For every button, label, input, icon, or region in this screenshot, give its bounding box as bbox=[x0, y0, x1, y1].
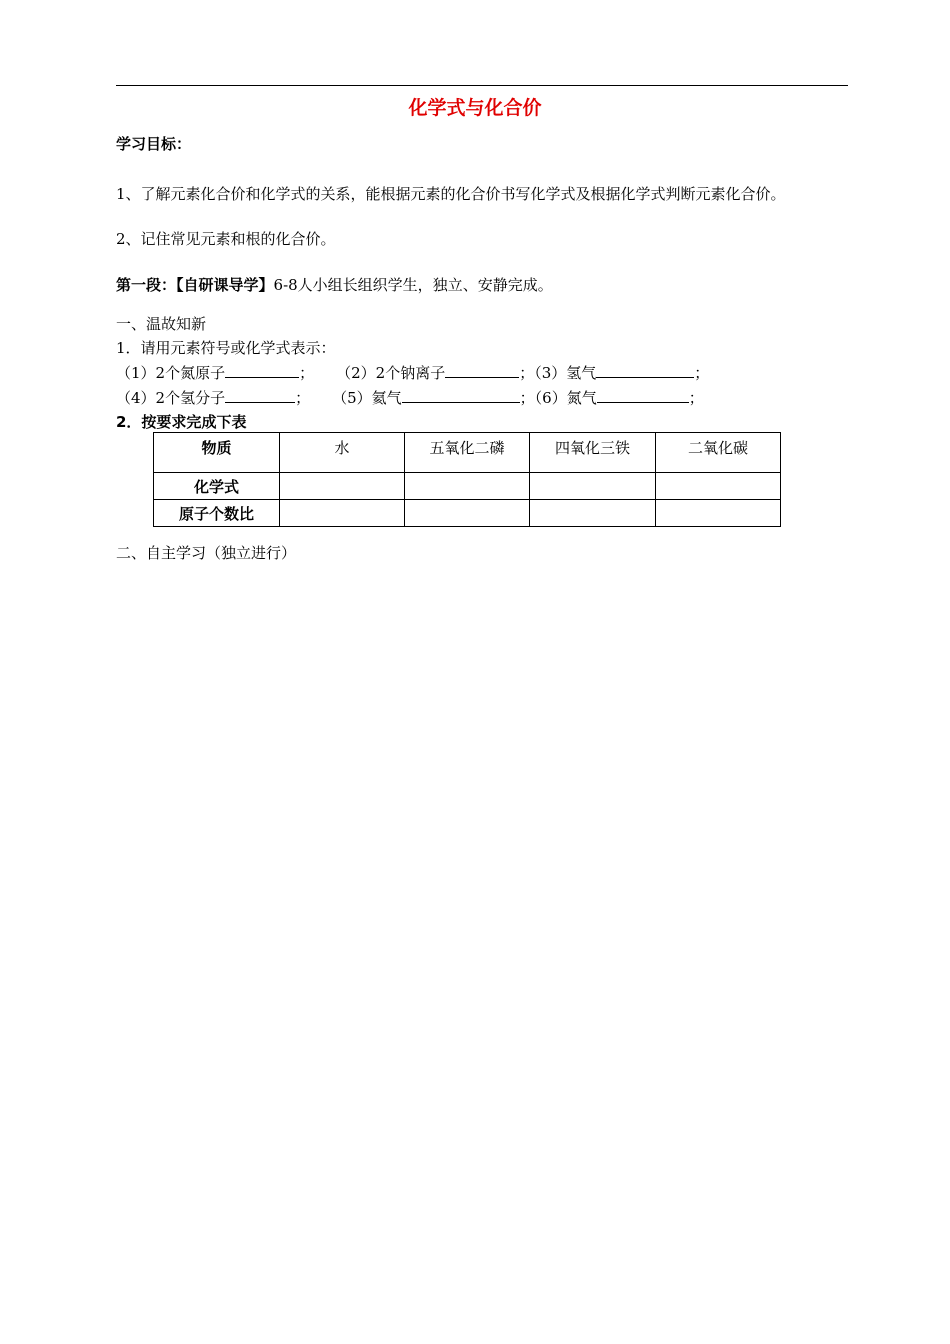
table-cell[interactable] bbox=[530, 473, 656, 500]
q1-row1 bbox=[116, 362, 709, 383]
q1-item-2: （2）2个钠离子 bbox=[336, 364, 446, 382]
separator: ； bbox=[688, 389, 704, 407]
separator: ； bbox=[519, 364, 535, 382]
q1-item-3: （3）氢气 bbox=[534, 364, 597, 382]
separator: ； bbox=[295, 389, 311, 407]
answer-blank-5[interactable] bbox=[402, 388, 520, 403]
stage1-line bbox=[116, 274, 553, 295]
part1-heading: 一、温故知新 bbox=[116, 315, 207, 333]
answer-blank-4[interactable] bbox=[225, 388, 295, 403]
q1-item-5: （5）氦气 bbox=[332, 389, 402, 407]
part2-heading: 二、自主学习（独立进行） bbox=[116, 544, 297, 562]
substance-table bbox=[153, 432, 781, 527]
table-cell[interactable] bbox=[405, 473, 530, 500]
table-header-cell: 二氧化碳 bbox=[656, 433, 781, 473]
answer-blank-6[interactable] bbox=[597, 388, 689, 403]
stage1-bracket: 【自研课导学】 bbox=[176, 276, 274, 294]
row-label: 化学式 bbox=[154, 473, 280, 500]
page-title: 化学式与化合价 bbox=[408, 97, 542, 119]
answer-blank-3[interactable] bbox=[596, 363, 694, 378]
table-row bbox=[154, 473, 781, 500]
separator: ； bbox=[694, 364, 710, 382]
q1-row2 bbox=[116, 387, 704, 408]
table-header-row bbox=[154, 433, 781, 473]
table-cell[interactable] bbox=[530, 500, 656, 527]
separator: ； bbox=[519, 389, 535, 407]
table-header-cell: 水 bbox=[280, 433, 405, 473]
objectives-heading: 学习目标： bbox=[116, 135, 192, 153]
separator: ； bbox=[299, 364, 315, 382]
table-header-cell: 四氧化三铁 bbox=[530, 433, 656, 473]
table-header-cell: 五氧化二磷 bbox=[405, 433, 530, 473]
objective-item-1: 1、了解元素化合价和化学式的关系，能根据元素的化合价书写化学式及根据化学式判断元素化合价。 bbox=[116, 185, 786, 203]
table-cell[interactable] bbox=[405, 500, 530, 527]
table-row bbox=[154, 500, 781, 527]
q2-prompt: 2．按要求完成下表 bbox=[116, 413, 247, 431]
table-cell[interactable] bbox=[656, 473, 781, 500]
q1-item-4: （4）2个氢分子 bbox=[116, 389, 226, 407]
row-label: 原子个数比 bbox=[154, 500, 280, 527]
stage1-label: 第一段： bbox=[116, 276, 177, 294]
objective-item-2: 2、记住常见元素和根的化合价。 bbox=[116, 230, 336, 248]
table-header-cell: 物质 bbox=[154, 433, 280, 473]
answer-blank-2[interactable] bbox=[445, 363, 519, 378]
stage1-desc: 6-8人小组长组织学生，独立、安静完成。 bbox=[273, 276, 553, 294]
table-cell[interactable] bbox=[656, 500, 781, 527]
q1-item-1: （1）2个氮原子 bbox=[116, 364, 226, 382]
answer-blank-1[interactable] bbox=[225, 363, 299, 378]
table-cell[interactable] bbox=[280, 500, 405, 527]
q1-item-6: （6）氮气 bbox=[534, 389, 597, 407]
q1-prompt: 1．请用元素符号或化学式表示： bbox=[116, 339, 336, 357]
header-rule bbox=[116, 85, 848, 86]
table-cell[interactable] bbox=[280, 473, 405, 500]
